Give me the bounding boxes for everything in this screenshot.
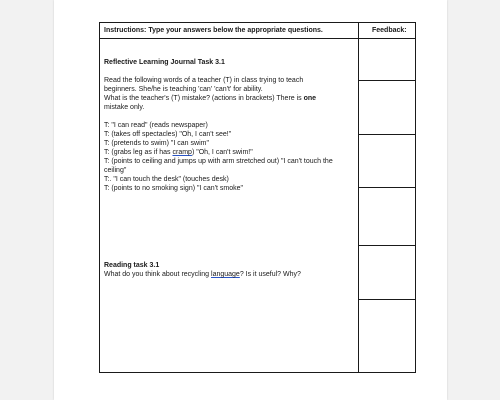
task-1-question-line-1: What is the teacher's (T) mistake? (actions in brackets) There is one xyxy=(104,95,317,102)
teacher-line: T: (pretends to swim) "I can swim" xyxy=(104,140,209,147)
teacher-line: T: (points to ceiling and jumps up with arm stretched out) "I can't touch the xyxy=(104,158,333,165)
teacher-line: T: "I can read" (reads newspaper) xyxy=(104,122,208,129)
feedback-row-divider xyxy=(358,80,416,81)
teacher-line: T: (takes off spectacles) "Oh, I can't see!" xyxy=(104,131,232,138)
teacher-line: T: (points to no smoking sign) "I can't smoke" xyxy=(104,185,243,192)
column-divider xyxy=(358,23,359,372)
task-1-title: Reflective Learning Journal Task 3.1 xyxy=(104,59,225,66)
task-2-title: Reading task 3.1 xyxy=(104,262,160,269)
teacher-line: ceiling" xyxy=(104,167,127,174)
feedback-header: Feedback: xyxy=(372,27,407,34)
task-2-question: What do you think about recycling language? Is it useful? Why? xyxy=(104,271,301,278)
teacher-line: T: (grabs leg as if has cramp) "Oh, I can't swim!" xyxy=(104,149,253,156)
task-1-intro-line-2: beginners. She/he is teaching 'can' 'can't' for ability. xyxy=(104,86,263,93)
task-1-section[interactable] xyxy=(104,58,354,193)
task-2-section[interactable] xyxy=(104,261,354,279)
spellcheck-word-language: language xyxy=(211,271,240,278)
feedback-row-divider xyxy=(358,187,416,188)
feedback-row-divider xyxy=(358,245,416,246)
header-row-divider xyxy=(100,38,415,39)
emphasis-one: one xyxy=(303,95,317,102)
spellcheck-word-cramp: cramp xyxy=(172,149,192,156)
feedback-row-divider xyxy=(358,134,416,135)
worksheet-table xyxy=(99,22,416,373)
instructions-header: Instructions: Type your answers below the appropriate questions. xyxy=(104,27,323,34)
task-1-question-line-2: mistake only. xyxy=(104,104,145,111)
teacher-line: T:. "I can touch the desk" (touches desk) xyxy=(104,176,229,183)
feedback-row-divider xyxy=(358,299,416,300)
task-1-intro-line-1: Read the following words of a teacher (T) in class trying to teach xyxy=(104,77,304,84)
